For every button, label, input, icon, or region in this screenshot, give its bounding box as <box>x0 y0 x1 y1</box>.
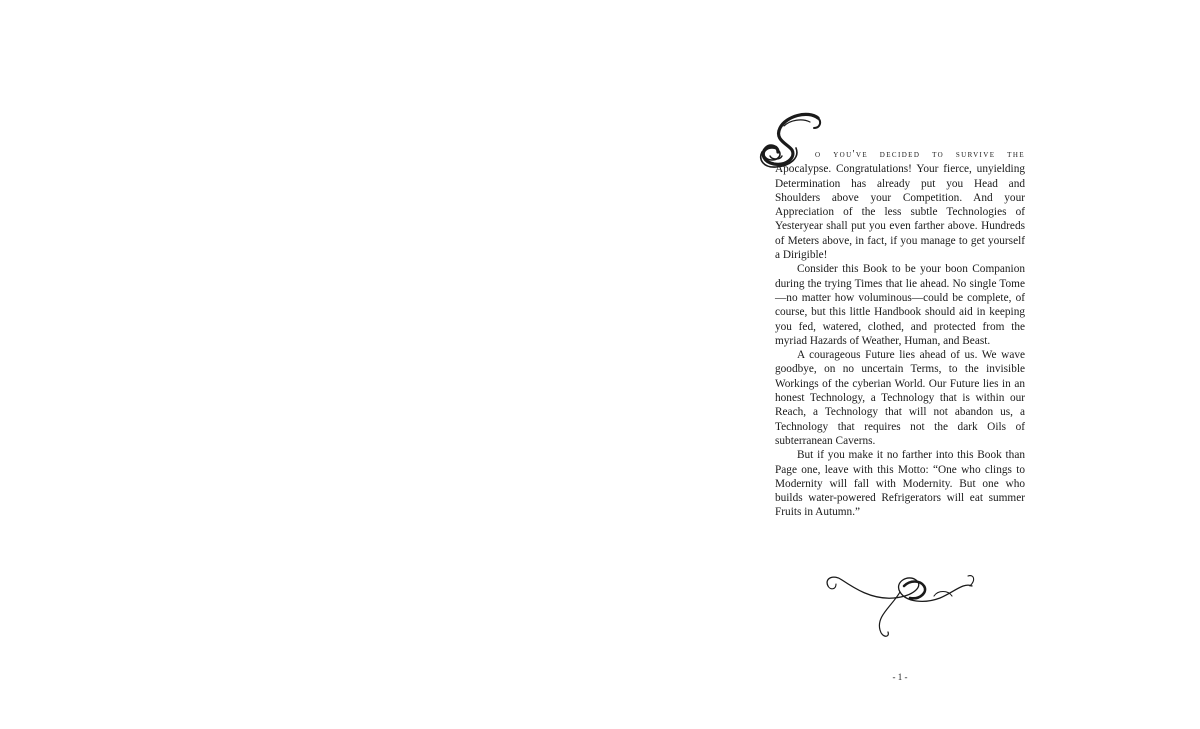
opening-smallcaps: o you've decided to survive the <box>815 149 1025 160</box>
flourish-icon <box>820 572 978 642</box>
paragraph-1 <box>775 148 1025 262</box>
paragraph-1-text: Apocalypse. Congratulations! Your fierce, unyielding Determination has already put you Head and Shoulders above your Competition. And your Appreciation of the less subtle Technologies of Yesteryear shall put you even farther above. Hundreds of Meters above, in fact, if you manage to get yourself a Dirigible! <box>775 163 1025 262</box>
paragraph-3: A courageous Future lies ahead of us. We wave goodbye, on no uncertain Terms, to the invisible Workings of the cyberian World. Our Future lies in an honest Technology, a Technology that is within our Reach, a Technology that will not abandon us, a Technology that requires not the dark Oils of subterranean Caverns. <box>775 349 1025 447</box>
paragraph-2: Consider this Book to be your boon Companion during the trying Times that lie ahead. No single Tome—no matter how voluminous—could be complete, of course, but this little Handbook should aid in keeping you fed, watered, clothed, and protected from the myriad Hazards of Weather, Human, and Beast. <box>775 263 1025 347</box>
paragraph-4: But if you make it no farther into this Book than Page one, leave with this Motto: “One who clings to Modernity will fall with Modernity. But one who builds water-powered Refrigerators will eat summer Fruits in Autumn.” <box>775 449 1025 519</box>
page-number: - 1 - <box>892 672 908 682</box>
body-text <box>775 148 1025 520</box>
